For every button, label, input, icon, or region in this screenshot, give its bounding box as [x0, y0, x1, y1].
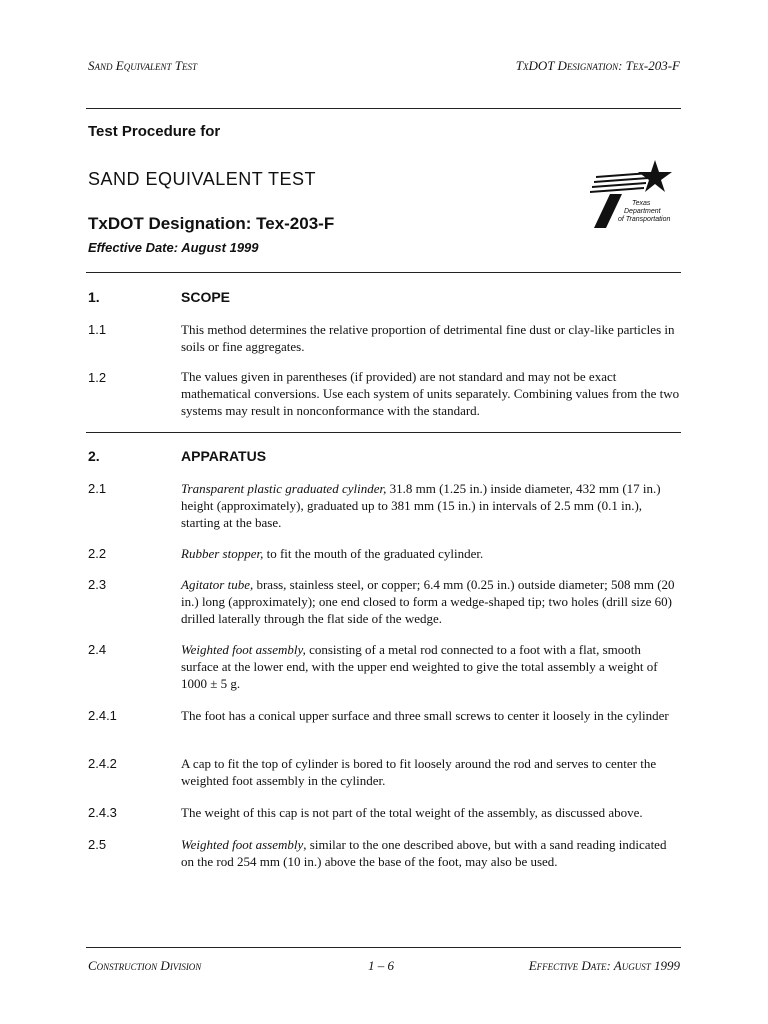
- page-number: 1 – 6: [368, 958, 394, 973]
- section-number: 2.: [88, 448, 100, 464]
- item-number: 2.4.3: [88, 805, 117, 820]
- section-title-scope: SCOPE: [181, 289, 231, 305]
- section-title-apparatus: APPARATUS: [181, 448, 267, 464]
- section-number: 1.: [88, 289, 100, 305]
- item-number: 1.1: [88, 322, 107, 337]
- item-text: Agitator tube, brass, stainless steel, or copper; 6.4 mm (0.25 in.) outside diameter; 508 mm (20 in.) long (approximately); one end closed to form a wedge-shaped tip; two holes (drill size 60) drilled laterally through the flat side of the wedge.: [181, 577, 675, 626]
- logo-text: Texas Department of Transportation: [618, 200, 671, 223]
- running-header-right: TxDOT Designation: Tex-203-F: [515, 58, 680, 73]
- procedure-for-label: Test Procedure for: [88, 123, 221, 140]
- item-number: 2.2: [88, 546, 107, 561]
- item-number: 2.3: [88, 577, 107, 592]
- footer-right: Effective Date: August 1999: [528, 958, 680, 973]
- item-text: A cap to fit the top of cylinder is bored to fit loosely around the rod and serves to center the weighted foot assembly in the cylinder.: [181, 756, 657, 788]
- test-name-title: SAND EQUIVALENT TEST: [88, 169, 317, 189]
- footer-rule: [86, 947, 681, 948]
- item-number: 2.1: [88, 481, 107, 496]
- footer-left: Construction Division: [88, 958, 202, 973]
- item-number: 2.5: [88, 837, 107, 852]
- item-number: 2.4: [88, 642, 107, 657]
- running-header-left: Sand Equivalent Test: [88, 58, 198, 73]
- section-rule: [86, 432, 681, 433]
- item-text: This method determines the relative proportion of detrimental fine dust or clay-like particles in soils or fine aggregates.: [181, 322, 675, 354]
- item-number: 2.4.1: [88, 708, 117, 723]
- item-text: The foot has a conical upper surface and three small screws to center it loosely in the cylinder: [181, 708, 669, 723]
- item-text: Weighted foot assembly, similar to the one described above, but with a sand reading indicated on the rod 254 mm (10 in.) above the base of the foot, may also be used.: [181, 837, 667, 869]
- effective-date-line: Effective Date: August 1999: [88, 240, 259, 255]
- item-number: 1.2: [88, 370, 107, 385]
- title-rule: [86, 272, 681, 273]
- designation-heading: TxDOT Designation: Tex-203-F: [88, 214, 335, 233]
- item-text: Weighted foot assembly, consisting of a metal rod connected to a foot with a flat, smooth surface at the lower end, with the upper end weighted to give the total assembly a weight of 1000 ± 5 g.: [181, 642, 658, 691]
- item-text: The weight of this cap is not part of the total weight of the assembly, as discussed above.: [181, 805, 643, 820]
- item-text: The values given in parentheses (if provided) are not standard and may not be exact mathematical conversions. Use each system of units separately. Combining values from the two systems may result in nonconformance with the standard.: [181, 369, 680, 418]
- item-number: 2.4.2: [88, 756, 117, 771]
- txdot-logo: [588, 158, 683, 230]
- item-text: Transparent plastic graduated cylinder, 31.8 mm (1.25 in.) inside diameter, 432 mm (17 in.) height (approximately), graduated up to 381 mm (15 in.) in intervals of 2.5 mm (0.1 in.), starting at the base.: [181, 481, 661, 530]
- header-rule: [86, 108, 681, 109]
- item-text: Rubber stopper, to fit the mouth of the graduated cylinder.: [181, 546, 484, 561]
